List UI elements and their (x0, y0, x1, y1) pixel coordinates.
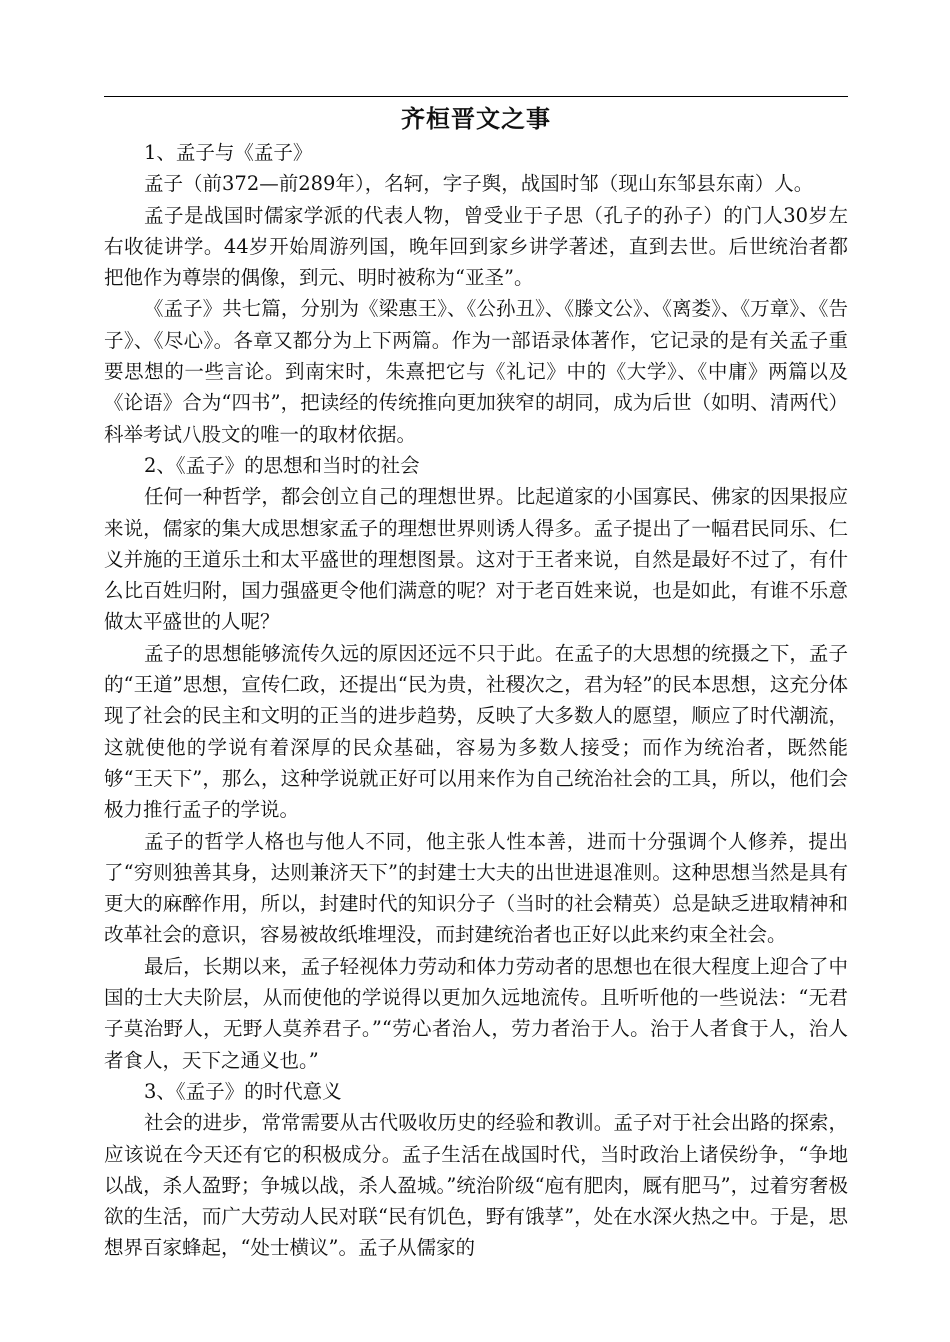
paragraph: 孟子的哲学人格也与他人不同，他主张人性本善，进而十分强调个人修养，提出了“穷则独善其身，达则兼济天下”的封建士大夫的出世进退准则。这种思想当然是具有更大的麻醉作用，所以，封建时代的知识分子（当时的社会精英）总是缺乏进取精神和改革社会的意识，容易被故纸堆埋没，而封建统治者也正好以此来约束全社会。 (104, 829, 848, 947)
paragraph: 孟子是战国时儒家学派的代表人物，曾受业于子思（孔子的孙子）的门人30岁左右收徒讲学。44岁开始周游列国，晚年回到家乡讲学著述，直到去世。后世统治者都把他作为尊崇的偶像，到元、明时被称为“亚圣”。 (104, 203, 848, 290)
document-title: 齐桓晋文之事 (401, 105, 551, 133)
header-rule (104, 96, 848, 97)
section-1 (104, 137, 848, 450)
section-heading: 1、孟子与《孟子》 (144, 141, 313, 164)
paragraph: 孟子的思想能够流传久远的原因还远不只于此。在孟子的大思想的统摄之下，孟子的“王道”思想，宣传仁政，还提出“民为贵，社稷次之，君为轻”的民本思想，这充分体现了社会的民主和文明的正当的进步趋势，反映了大多数人的愿望，顺应了时代潮流，这就使他的学说有着深厚的民众基础，容易为多数人接受；而作为统治者，既然能够“王天下”，那么，这种学说就正好可以用来作为自己统治社会的工具，所以，他们会极力推行孟子的学说。 (104, 641, 848, 822)
paragraph: 孟子（前372—前289年），名轲，字子舆，战国时邹（现山东邹县东南）人。 (144, 172, 814, 196)
section-3 (104, 1076, 848, 1264)
paragraph: 最后，长期以来，孟子轻视体力劳动和体力劳动者的思想也在很大程度上迎合了中国的士大夫阶层，从而使他的学说得以更加久远地流传。且听听他的一些说法：“无君子莫治野人，无野人莫养君子。”“劳心者治人，劳力者治于人。治于人者食于人，治人者食人，天下之通义也。” (104, 954, 848, 1072)
section-2 (104, 450, 848, 1076)
document-page (104, 96, 848, 1326)
paragraph: 《孟子》共七篇，分别为《梁惠王》、《公孙丑》、《滕文公》、《离娄》、《万章》、《告子》、《尽心》。各章又都分为上下两篇。作为一部语录体著作，它记录的是有关孟子重要思想的一些言论。到南宋时，朱熹把它与《礼记》中的《大学》、《中庸》两篇以及《论语》合为“四书”，把读经的传统推向更加狭窄的胡同，成为后世（如明、清两代）科举考试八股文的唯一的取材依据。 (104, 297, 848, 446)
section-heading: 3、《孟子》的时代意义 (144, 1079, 342, 1103)
paragraph: 社会的进步，常常需要从古代吸收历史的经验和教训。孟子对于社会出路的探索，应该说在今天还有它的积极成分。孟子生活在战国时代，当时政治上诸侯纷争，“争地以战，杀人盈野；争城以战，杀人盈城。”统治阶级“庖有肥肉，厩有肥马”，过着穷奢极欲的生活，而广大劳动人民对联“民有饥色，野有饿莩”，处在水深火热之中。于是，思想界百家蜂起，“处士横议”。孟子从儒家的 (104, 1111, 848, 1260)
paragraph: 任何一种哲学，都会创立自己的理想世界。比起道家的小国寡民、佛家的因果报应来说，儒家的集大成思想家孟子的理想世界则诱人得多。孟子提出了一幅君民同乐、仁义并施的王道乐土和太平盛世的理想图景。这对于王者来说，自然是最好不过了，有什么比百姓归附，国力强盛更令他们满意的呢？对于老百姓来说，也是如此，有谁不乐意做太平盛世的人呢？ (104, 485, 848, 634)
section-heading: 2、《孟子》的思想和当时的社会 (144, 453, 420, 477)
